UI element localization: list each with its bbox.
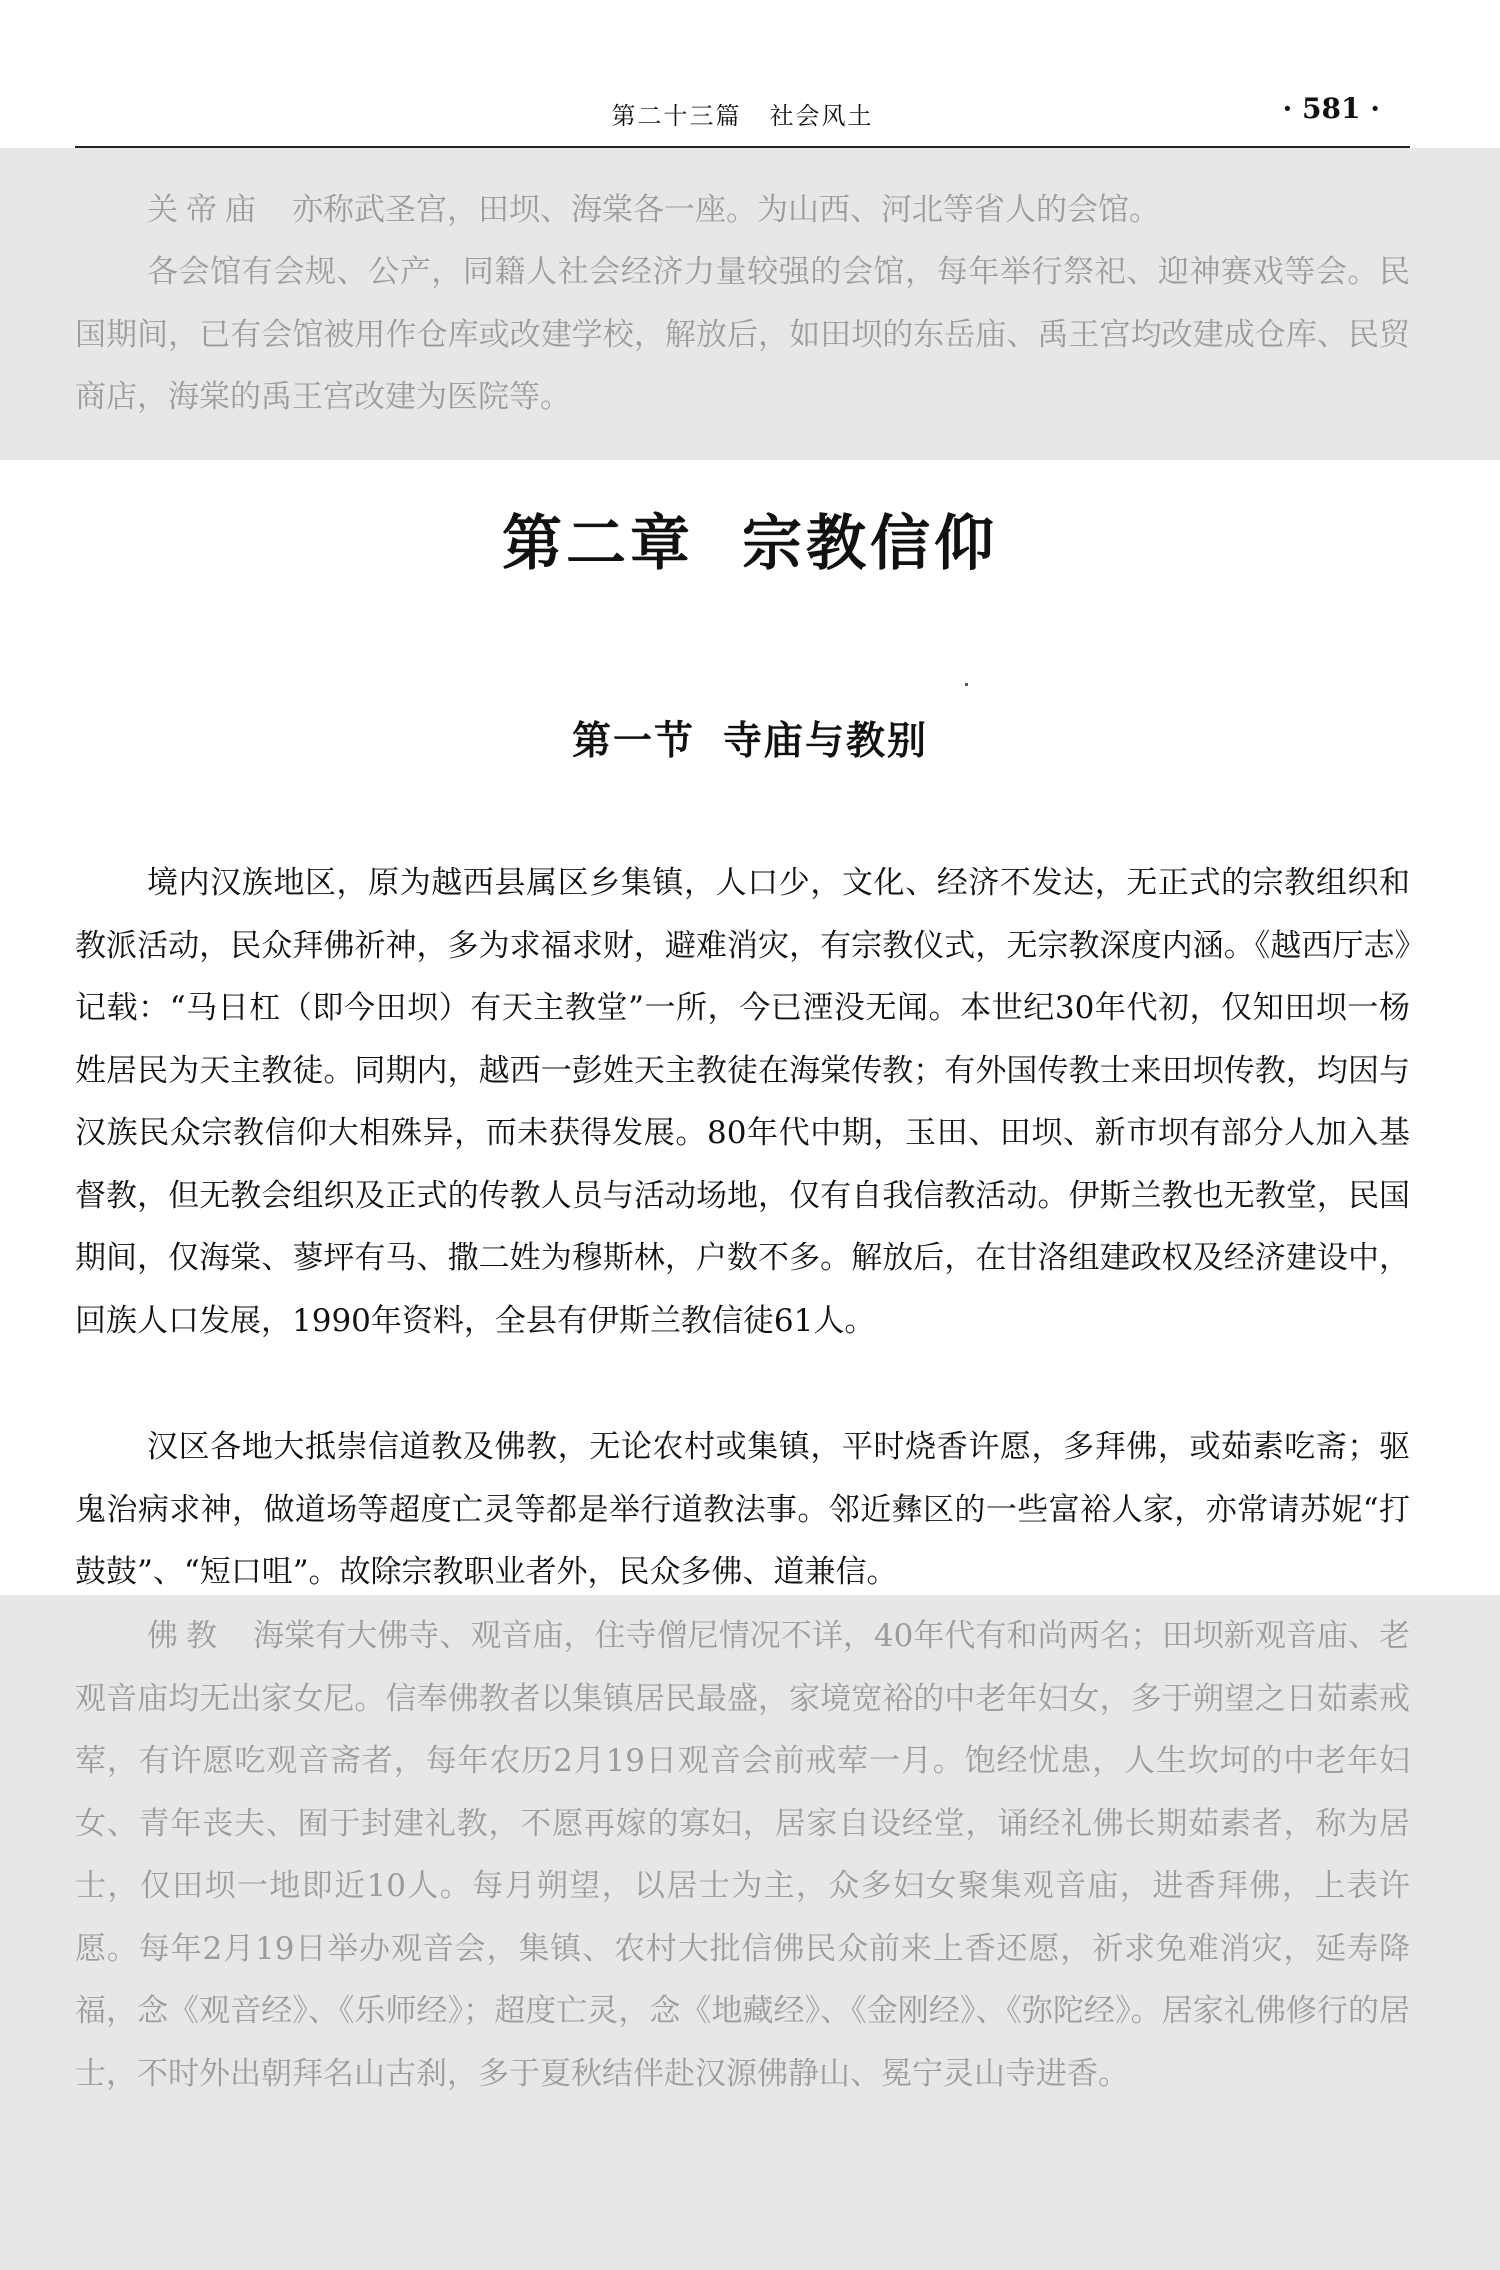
guild-halls-paragraph: 各会馆有会规、公产，同籍人社会经济力量较强的会馆，每年举行祭祀、迎神赛戏等会。民国期间，已有会馆被用作仓库或改建学校，解放后，如田坝的东岳庙、禹王宫均改建成仓库、民贸商店，海棠的禹王宫改建为医院等。 <box>75 254 1410 415</box>
buddhism-paragraph <box>75 1605 1410 2105</box>
section-title: 寺庙与教别 <box>723 718 929 764</box>
section-heading <box>0 710 1500 766</box>
part-number: 第二十三篇 <box>611 102 742 130</box>
guandi-temple-text: 亦称武圣宫，田坝、海棠各一座。为山西、河北等省人的会馆。 <box>292 192 1160 228</box>
chapter-title: 宗教信仰 <box>742 509 998 579</box>
body-paragraph-2: 汉区各地大抵崇信道教及佛教，无论农村或集镇，平时烧香许愿，多拜佛，或茹素吃斋；驱鬼治病求神，做道场等超度亡灵等都是举行道教法事。邻近彝区的一些富裕人家，亦常请苏妮“打鼓鼓”、“短口咀”。故除宗教职业者外，民众多佛、道兼信。 <box>75 1429 1410 1590</box>
buddhism-lead: 佛教 <box>147 1618 226 1654</box>
chapter-heading <box>0 496 1500 582</box>
buddhism-text: 海棠有大佛寺、观音庙，住寺僧尼情况不详，40年代有和尚两名；田坝新观音庙、老观音庙均无出家女尼。信奉佛教者以集镇居民最盛，家境宽裕的中老年妇女，多于朔望之日茹素戒荤，有许愿吃观音斋者，每年农历2月19日观音会前戒荤一月。饱经忧患，人生坎坷的中老年妇女、青年丧夫、囿于封建礼教，不愿再嫁的寡妇，居家自设经堂，诵经礼佛长期茹素者，称为居士，仅田坝一地即近10人。每月朔望，以居士为主，众多妇女聚集观音庙，进香拜佛，上表许愿。每年2月19日举办观音会，集镇、农村大批信佛民众前来上香还愿，祈求免难消灾，延寿降福，念《观音经》、《乐师经》；超度亡灵，念《地藏经》、《金刚经》、《弥陀经》。居家礼佛修行的居士，不时外出朝拜名山古刹，多于夏秋结伴赴汉源佛静山、冕宁灵山寺进香。 <box>75 1618 1411 2092</box>
guandi-temple-paragraph <box>75 179 1410 242</box>
speck <box>965 683 968 686</box>
page-number: · 581 · <box>1282 92 1380 125</box>
body-paragraph-1: 境内汉族地区，原为越西县属区乡集镇，人口少，文化、经济不发达，无正式的宗教组织和教派活动，民众拜佛祈神，多为求福求财，避难消灾，有宗教仪式，无宗教深度内涵。《越西厅志》记载：“马日杠（即今田坝）有天主教堂”一所，今已湮没无闻。本世纪30年代初，仅知田坝一杨姓居民为天主教徒。同期内，越西一彭姓天主教徒在海棠传教；有外国传教士来田坝传教，均因与汉族民众宗教信仰大相殊异，而未获得发展。80年代中期，玉田、田坝、新市坝有部分人加入基督教，但无教会组织及正式的传教人员与活动场地，仅有自我信教活动。伊斯兰教也无教堂，民国期间，仅海棠、蓼坪有马、撒二姓为穆斯林，户数不多。解放后，在甘洛组建政权及经济建设中，回族人口发展，1990年资料，全县有伊斯兰教信徒61人。 <box>75 865 1410 1339</box>
section-number: 第一节 <box>571 718 695 764</box>
header-rule <box>75 146 1410 148</box>
part-title: 社会风土 <box>769 102 874 130</box>
guandi-temple-lead: 关帝庙 <box>147 192 264 228</box>
chapter-number: 第二章 <box>502 509 694 579</box>
running-header-title <box>75 96 1410 131</box>
running-header <box>75 86 1410 136</box>
